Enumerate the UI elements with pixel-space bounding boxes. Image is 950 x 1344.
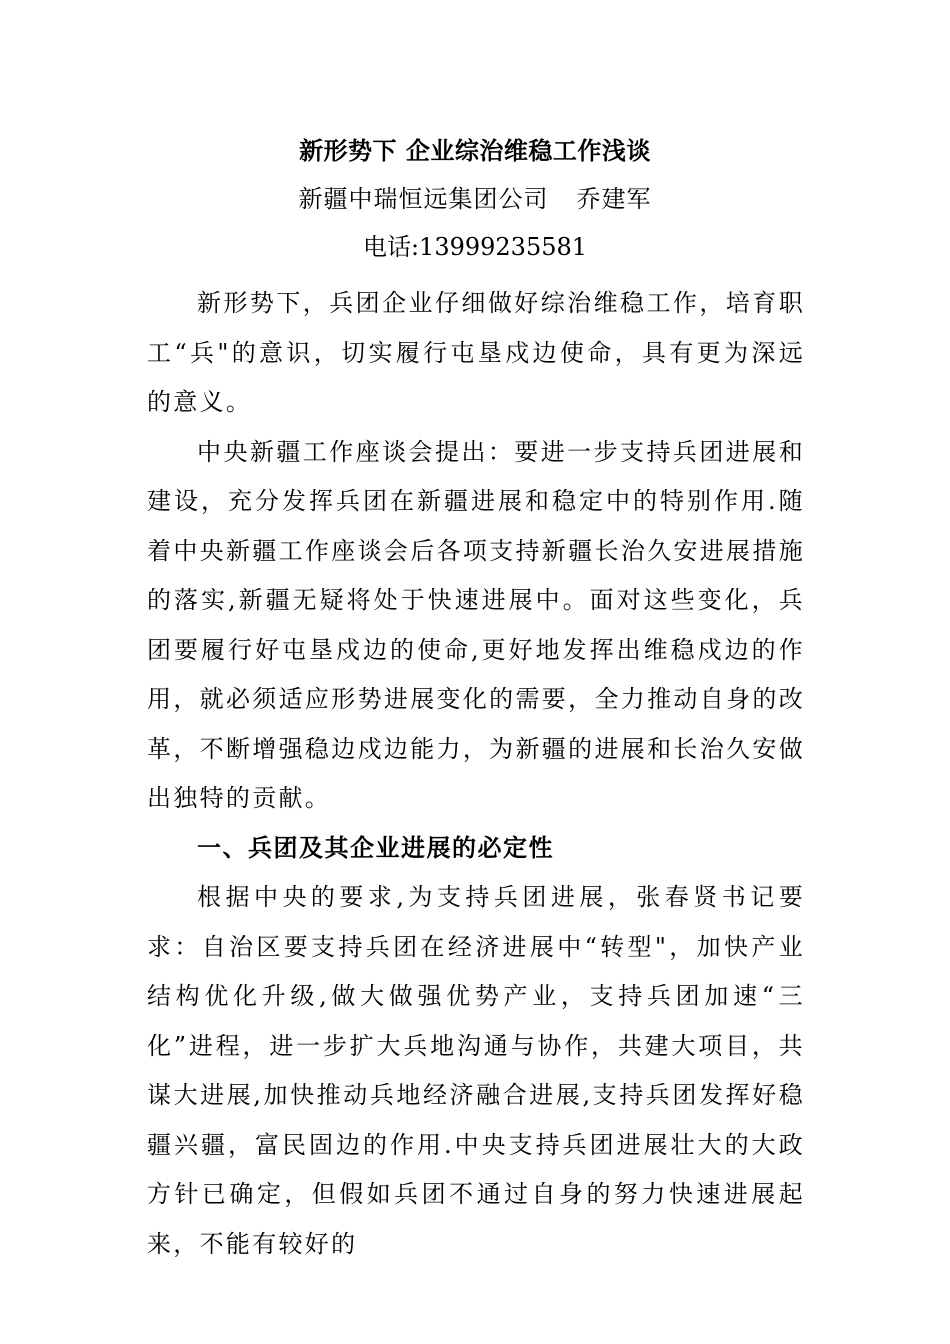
author-organization: 新疆中瑞恒远集团公司 [298,185,549,213]
body-paragraph: 中央新疆工作座谈会提出：要进一步支持兵团进展和建设，充分发挥兵团在新疆进展和稳定中的特别作用.随着中央新疆工作座谈会后各项支持新疆长治久安进展措施的落实,新疆无疑将处于快速进展中。面对这些变化，兵团要履行好屯垦戍边的使命,更好地发挥出维稳戍边的作用，就必须适应形势进展变化的需要，全力推动自身的改革，不断增强稳边戍边能力，为新疆的进展和长治久安做出独特的贡献。 [147,437,805,812]
author-name: 乔建军 [576,185,652,213]
document-title: 新形势下 企业综治维稳工作浅谈 [299,137,651,165]
author-phone: 电话:13999235581 [362,233,588,261]
body-paragraph: 新形势下，兵团企业仔细做好综治维稳工作，培育职工“兵"的意识，切实履行屯垦戍边使命，具有更为深远的意义。 [147,289,805,416]
document-body [147,279,805,1269]
section-heading: 一、兵团及其企业进展的必定性 [197,833,554,862]
author-line [0,181,950,217]
body-paragraph: 根据中央的要求,为支持兵团进展，张春贤书记要求：自治区要支持兵团在经济进展中“转型"，加快产业结构优化升级,做大做强优势产业，支持兵团加速“三化”进程，进一步扩大兵地沟通与协作，共建大项目，共谋大进展,加快推动兵地经济融合进展,支持兵团发挥好稳疆兴疆，富民固边的作用.中央支持兵团进展壮大的大政方针已确定，但假如兵团不通过自身的努力快速进展起来，不能有较好的 [147,883,805,1258]
